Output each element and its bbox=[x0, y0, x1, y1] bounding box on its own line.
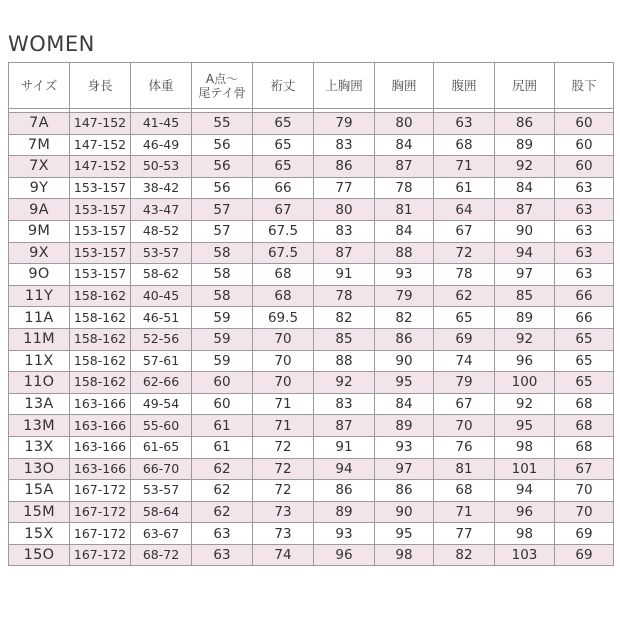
cell-waist: 62 bbox=[434, 286, 495, 308]
cell-sleeve: 72 bbox=[253, 437, 314, 459]
table-row bbox=[9, 286, 614, 308]
cell-weight: 68-72 bbox=[131, 545, 192, 567]
cell-weight: 61-65 bbox=[131, 437, 192, 459]
cell-height: 167-172 bbox=[70, 545, 131, 567]
cell-height: 153-157 bbox=[70, 199, 131, 221]
cell-chest: 78 bbox=[375, 178, 434, 200]
cell-a-point: 57 bbox=[192, 199, 253, 221]
cell-inseam: 60 bbox=[555, 113, 614, 135]
cell-upper-chest: 87 bbox=[314, 243, 375, 265]
cell-a-point: 58 bbox=[192, 286, 253, 308]
cell-height: 163-166 bbox=[70, 415, 131, 437]
cell-upper-chest: 94 bbox=[314, 459, 375, 481]
cell-upper-chest: 77 bbox=[314, 178, 375, 200]
cell-upper-chest: 88 bbox=[314, 351, 375, 373]
cell-chest: 87 bbox=[375, 156, 434, 178]
table-row bbox=[9, 178, 614, 200]
cell-size: 9M bbox=[9, 221, 70, 243]
cell-hip: 92 bbox=[495, 329, 555, 351]
cell-hip: 98 bbox=[495, 437, 555, 459]
cell-waist: 74 bbox=[434, 351, 495, 373]
cell-weight: 53-57 bbox=[131, 480, 192, 502]
cell-hip: 85 bbox=[495, 286, 555, 308]
header-sleeve: 裄丈 bbox=[253, 63, 314, 109]
cell-weight: 58-64 bbox=[131, 502, 192, 524]
cell-size: 11A bbox=[9, 307, 70, 329]
cell-a-point: 58 bbox=[192, 243, 253, 265]
cell-height: 163-166 bbox=[70, 437, 131, 459]
table-row bbox=[9, 243, 614, 265]
table-row bbox=[9, 459, 614, 481]
header-a-point bbox=[192, 63, 253, 109]
cell-waist: 68 bbox=[434, 135, 495, 157]
cell-hip: 94 bbox=[495, 243, 555, 265]
cell-a-point: 59 bbox=[192, 307, 253, 329]
cell-chest: 84 bbox=[375, 221, 434, 243]
cell-size: 7M bbox=[9, 135, 70, 157]
cell-hip: 96 bbox=[495, 351, 555, 373]
cell-height: 163-166 bbox=[70, 459, 131, 481]
cell-height: 147-152 bbox=[70, 113, 131, 135]
table-row bbox=[9, 156, 614, 178]
header-a-point-line1: A点～ bbox=[205, 71, 239, 86]
cell-waist: 64 bbox=[434, 199, 495, 221]
cell-sleeve: 74 bbox=[253, 545, 314, 567]
cell-waist: 81 bbox=[434, 459, 495, 481]
cell-inseam: 63 bbox=[555, 178, 614, 200]
cell-size: 9A bbox=[9, 199, 70, 221]
cell-sleeve: 73 bbox=[253, 523, 314, 545]
cell-chest: 84 bbox=[375, 394, 434, 416]
cell-sleeve: 68 bbox=[253, 264, 314, 286]
cell-hip: 100 bbox=[495, 372, 555, 394]
cell-waist: 71 bbox=[434, 156, 495, 178]
cell-height: 153-157 bbox=[70, 221, 131, 243]
cell-weight: 46-49 bbox=[131, 135, 192, 157]
cell-size: 11O bbox=[9, 372, 70, 394]
cell-waist: 65 bbox=[434, 307, 495, 329]
cell-hip: 92 bbox=[495, 394, 555, 416]
cell-size: 15M bbox=[9, 502, 70, 524]
cell-inseam: 68 bbox=[555, 394, 614, 416]
cell-chest: 90 bbox=[375, 351, 434, 373]
cell-size: 13X bbox=[9, 437, 70, 459]
header-waist: 腹囲 bbox=[434, 63, 495, 109]
table-row bbox=[9, 437, 614, 459]
cell-a-point: 56 bbox=[192, 178, 253, 200]
cell-sleeve: 67 bbox=[253, 199, 314, 221]
cell-waist: 76 bbox=[434, 437, 495, 459]
cell-inseam: 65 bbox=[555, 351, 614, 373]
cell-size: 11X bbox=[9, 351, 70, 373]
cell-size: 13M bbox=[9, 415, 70, 437]
cell-inseam: 60 bbox=[555, 156, 614, 178]
cell-chest: 98 bbox=[375, 545, 434, 567]
page-title: WOMEN bbox=[8, 32, 95, 56]
cell-upper-chest: 86 bbox=[314, 156, 375, 178]
cell-sleeve: 71 bbox=[253, 394, 314, 416]
table-row bbox=[9, 307, 614, 329]
cell-hip: 89 bbox=[495, 307, 555, 329]
table-row bbox=[9, 502, 614, 524]
cell-inseam: 66 bbox=[555, 286, 614, 308]
cell-waist: 79 bbox=[434, 372, 495, 394]
cell-sleeve: 72 bbox=[253, 459, 314, 481]
table-row bbox=[9, 135, 614, 157]
cell-height: 167-172 bbox=[70, 523, 131, 545]
cell-hip: 101 bbox=[495, 459, 555, 481]
cell-a-point: 57 bbox=[192, 221, 253, 243]
cell-sleeve: 72 bbox=[253, 480, 314, 502]
cell-height: 167-172 bbox=[70, 502, 131, 524]
cell-inseam: 65 bbox=[555, 372, 614, 394]
cell-a-point: 62 bbox=[192, 459, 253, 481]
cell-weight: 66-70 bbox=[131, 459, 192, 481]
header-hip: 尻囲 bbox=[495, 63, 555, 109]
cell-height: 158-162 bbox=[70, 351, 131, 373]
cell-waist: 67 bbox=[434, 221, 495, 243]
cell-upper-chest: 78 bbox=[314, 286, 375, 308]
cell-chest: 93 bbox=[375, 437, 434, 459]
cell-waist: 77 bbox=[434, 523, 495, 545]
cell-weight: 49-54 bbox=[131, 394, 192, 416]
cell-sleeve: 70 bbox=[253, 351, 314, 373]
cell-upper-chest: 80 bbox=[314, 199, 375, 221]
cell-hip: 92 bbox=[495, 156, 555, 178]
cell-hip: 87 bbox=[495, 199, 555, 221]
cell-height: 147-152 bbox=[70, 135, 131, 157]
cell-sleeve: 70 bbox=[253, 372, 314, 394]
table-body bbox=[9, 109, 614, 566]
cell-sleeve: 70 bbox=[253, 329, 314, 351]
cell-a-point: 56 bbox=[192, 156, 253, 178]
cell-weight: 63-67 bbox=[131, 523, 192, 545]
cell-upper-chest: 96 bbox=[314, 545, 375, 567]
cell-hip: 103 bbox=[495, 545, 555, 567]
cell-hip: 95 bbox=[495, 415, 555, 437]
cell-chest: 90 bbox=[375, 502, 434, 524]
cell-weight: 52-56 bbox=[131, 329, 192, 351]
cell-size: 15O bbox=[9, 545, 70, 567]
cell-inseam: 63 bbox=[555, 199, 614, 221]
cell-waist: 69 bbox=[434, 329, 495, 351]
cell-chest: 84 bbox=[375, 135, 434, 157]
header-a-point-line2: 尾テイ骨 bbox=[198, 85, 246, 100]
cell-height: 158-162 bbox=[70, 329, 131, 351]
header-size: サイズ bbox=[9, 63, 70, 109]
cell-waist: 63 bbox=[434, 113, 495, 135]
cell-waist: 82 bbox=[434, 545, 495, 567]
cell-inseam: 70 bbox=[555, 480, 614, 502]
cell-a-point: 59 bbox=[192, 329, 253, 351]
cell-weight: 50-53 bbox=[131, 156, 192, 178]
header-upper-chest: 上胸囲 bbox=[314, 63, 375, 109]
cell-size: 9O bbox=[9, 264, 70, 286]
cell-hip: 97 bbox=[495, 264, 555, 286]
cell-size: 15X bbox=[9, 523, 70, 545]
cell-chest: 89 bbox=[375, 415, 434, 437]
cell-upper-chest: 79 bbox=[314, 113, 375, 135]
header-weight: 体重 bbox=[131, 63, 192, 109]
cell-upper-chest: 86 bbox=[314, 480, 375, 502]
cell-chest: 81 bbox=[375, 199, 434, 221]
cell-weight: 58-62 bbox=[131, 264, 192, 286]
cell-inseam: 63 bbox=[555, 243, 614, 265]
cell-upper-chest: 82 bbox=[314, 307, 375, 329]
cell-inseam: 68 bbox=[555, 415, 614, 437]
cell-size: 9Y bbox=[9, 178, 70, 200]
cell-waist: 67 bbox=[434, 394, 495, 416]
cell-upper-chest: 87 bbox=[314, 415, 375, 437]
cell-a-point: 62 bbox=[192, 502, 253, 524]
table-row bbox=[9, 199, 614, 221]
table-row bbox=[9, 415, 614, 437]
cell-hip: 96 bbox=[495, 502, 555, 524]
cell-height: 163-166 bbox=[70, 394, 131, 416]
cell-inseam: 68 bbox=[555, 437, 614, 459]
cell-size: 9X bbox=[9, 243, 70, 265]
cell-a-point: 61 bbox=[192, 415, 253, 437]
table-row bbox=[9, 394, 614, 416]
cell-a-point: 61 bbox=[192, 437, 253, 459]
cell-hip: 89 bbox=[495, 135, 555, 157]
cell-height: 153-157 bbox=[70, 243, 131, 265]
header-inseam: 股下 bbox=[555, 63, 614, 109]
cell-upper-chest: 83 bbox=[314, 394, 375, 416]
cell-a-point: 58 bbox=[192, 264, 253, 286]
cell-chest: 80 bbox=[375, 113, 434, 135]
cell-chest: 95 bbox=[375, 372, 434, 394]
cell-weight: 40-45 bbox=[131, 286, 192, 308]
cell-chest: 95 bbox=[375, 523, 434, 545]
cell-upper-chest: 83 bbox=[314, 135, 375, 157]
table-row bbox=[9, 523, 614, 545]
cell-sleeve: 67.5 bbox=[253, 221, 314, 243]
table-row bbox=[9, 329, 614, 351]
cell-a-point: 62 bbox=[192, 480, 253, 502]
cell-sleeve: 65 bbox=[253, 156, 314, 178]
cell-upper-chest: 83 bbox=[314, 221, 375, 243]
cell-chest: 79 bbox=[375, 286, 434, 308]
cell-waist: 71 bbox=[434, 502, 495, 524]
cell-height: 158-162 bbox=[70, 286, 131, 308]
cell-chest: 86 bbox=[375, 329, 434, 351]
cell-inseam: 66 bbox=[555, 307, 614, 329]
cell-height: 153-157 bbox=[70, 264, 131, 286]
cell-chest: 88 bbox=[375, 243, 434, 265]
cell-weight: 46-51 bbox=[131, 307, 192, 329]
cell-size: 7X bbox=[9, 156, 70, 178]
table-row bbox=[9, 372, 614, 394]
cell-weight: 53-57 bbox=[131, 243, 192, 265]
header-row bbox=[9, 63, 614, 109]
cell-height: 158-162 bbox=[70, 372, 131, 394]
table-row bbox=[9, 221, 614, 243]
cell-a-point: 60 bbox=[192, 372, 253, 394]
cell-weight: 38-42 bbox=[131, 178, 192, 200]
cell-upper-chest: 91 bbox=[314, 264, 375, 286]
cell-upper-chest: 89 bbox=[314, 502, 375, 524]
cell-a-point: 60 bbox=[192, 394, 253, 416]
cell-weight: 43-47 bbox=[131, 199, 192, 221]
table-row bbox=[9, 351, 614, 373]
cell-inseam: 67 bbox=[555, 459, 614, 481]
cell-waist: 78 bbox=[434, 264, 495, 286]
table-row bbox=[9, 113, 614, 135]
cell-a-point: 56 bbox=[192, 135, 253, 157]
size-chart-table bbox=[8, 62, 614, 566]
cell-sleeve: 66 bbox=[253, 178, 314, 200]
cell-chest: 97 bbox=[375, 459, 434, 481]
cell-size: 11M bbox=[9, 329, 70, 351]
cell-hip: 90 bbox=[495, 221, 555, 243]
cell-weight: 55-60 bbox=[131, 415, 192, 437]
cell-size: 11Y bbox=[9, 286, 70, 308]
cell-sleeve: 65 bbox=[253, 113, 314, 135]
cell-inseam: 69 bbox=[555, 545, 614, 567]
cell-hip: 98 bbox=[495, 523, 555, 545]
cell-height: 158-162 bbox=[70, 307, 131, 329]
cell-waist: 70 bbox=[434, 415, 495, 437]
header-chest: 胸囲 bbox=[375, 63, 434, 109]
cell-size: 15A bbox=[9, 480, 70, 502]
cell-inseam: 63 bbox=[555, 264, 614, 286]
cell-waist: 61 bbox=[434, 178, 495, 200]
cell-height: 153-157 bbox=[70, 178, 131, 200]
cell-sleeve: 65 bbox=[253, 135, 314, 157]
cell-waist: 68 bbox=[434, 480, 495, 502]
cell-inseam: 70 bbox=[555, 502, 614, 524]
cell-a-point: 63 bbox=[192, 523, 253, 545]
cell-hip: 86 bbox=[495, 113, 555, 135]
cell-upper-chest: 91 bbox=[314, 437, 375, 459]
cell-a-point: 63 bbox=[192, 545, 253, 567]
cell-inseam: 60 bbox=[555, 135, 614, 157]
cell-sleeve: 68 bbox=[253, 286, 314, 308]
cell-weight: 41-45 bbox=[131, 113, 192, 135]
cell-weight: 57-61 bbox=[131, 351, 192, 373]
cell-weight: 62-66 bbox=[131, 372, 192, 394]
table-row bbox=[9, 545, 614, 567]
cell-size: 7A bbox=[9, 113, 70, 135]
header-height: 身長 bbox=[70, 63, 131, 109]
cell-inseam: 63 bbox=[555, 221, 614, 243]
cell-hip: 94 bbox=[495, 480, 555, 502]
cell-sleeve: 71 bbox=[253, 415, 314, 437]
cell-weight: 48-52 bbox=[131, 221, 192, 243]
cell-height: 147-152 bbox=[70, 156, 131, 178]
cell-chest: 93 bbox=[375, 264, 434, 286]
cell-a-point: 55 bbox=[192, 113, 253, 135]
cell-inseam: 65 bbox=[555, 329, 614, 351]
cell-sleeve: 69.5 bbox=[253, 307, 314, 329]
cell-size: 13A bbox=[9, 394, 70, 416]
table-row bbox=[9, 264, 614, 286]
cell-hip: 84 bbox=[495, 178, 555, 200]
cell-upper-chest: 93 bbox=[314, 523, 375, 545]
cell-size: 13O bbox=[9, 459, 70, 481]
cell-chest: 82 bbox=[375, 307, 434, 329]
cell-chest: 86 bbox=[375, 480, 434, 502]
cell-a-point: 59 bbox=[192, 351, 253, 373]
cell-sleeve: 67.5 bbox=[253, 243, 314, 265]
cell-height: 167-172 bbox=[70, 480, 131, 502]
cell-upper-chest: 85 bbox=[314, 329, 375, 351]
table-row bbox=[9, 480, 614, 502]
cell-waist: 72 bbox=[434, 243, 495, 265]
cell-inseam: 69 bbox=[555, 523, 614, 545]
cell-sleeve: 73 bbox=[253, 502, 314, 524]
cell-upper-chest: 92 bbox=[314, 372, 375, 394]
